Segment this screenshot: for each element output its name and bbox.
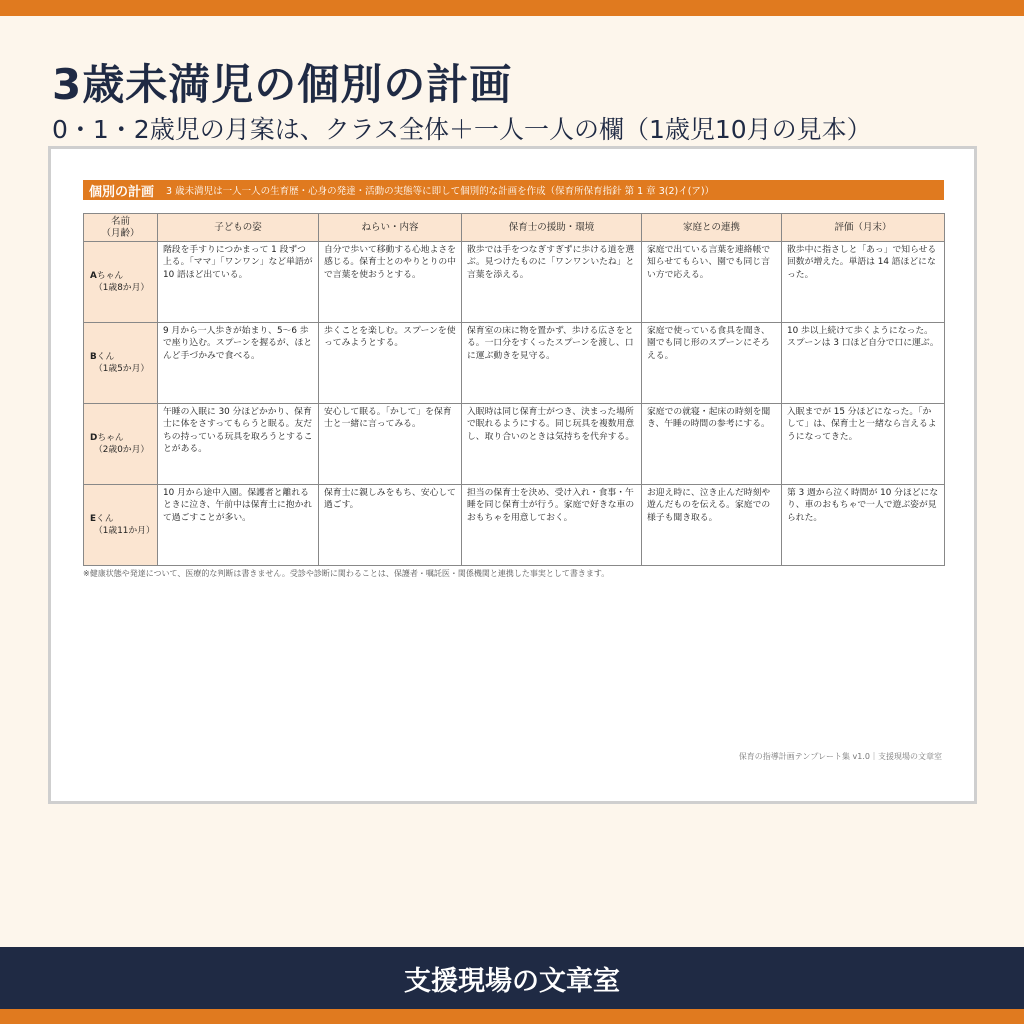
section-description: 3 歳未満児は一人一人の生育歴・心身の発達・活動の実態等に即して個別的な計画を作成（保育所保育指針 第 1 章 3(2)イ(ア)） xyxy=(166,186,715,197)
table-row xyxy=(84,242,945,323)
aims-cell: 歩くことを楽しむ。スプーンを使ってみようとする。 xyxy=(319,323,462,404)
child-honorific: くん xyxy=(96,513,114,524)
header-aims: ねらい・内容 xyxy=(319,214,462,242)
appearance-cell: 9 月から一人歩きが始まり、5〜6 歩で座り込む。スプーンを握るが、ほとんど手づかみで食べる。 xyxy=(158,323,319,404)
child-name-cell xyxy=(84,485,158,566)
evaluation-cell: 散歩中に指さしと「あっ」で知らせる回数が増えた。単語は 14 語ほどになった。 xyxy=(782,242,945,323)
table-header-row xyxy=(84,214,945,242)
family-cell: お迎え時に、泣き止んだ時刻や遊んだものを伝える。家庭での様子も聞き取る。 xyxy=(642,485,782,566)
aims-cell: 自分で歩いて移動する心地よさを感じる。保育士とのやりとりの中で言葉を使おうとする。 xyxy=(319,242,462,323)
header-evaluation: 評価（月末） xyxy=(782,214,945,242)
individual-plan-table xyxy=(83,213,945,566)
child-age: （1歳5か月） xyxy=(94,364,150,374)
support-cell: 保育室の床に物を置かず、歩ける広さをとる。一口分をすくったスプーンを渡し、口に運ぶ動きを見守る。 xyxy=(462,323,642,404)
header-age-label: （月齢） xyxy=(101,227,140,239)
aims-cell: 安心して眠る。「かして」を保育士と一緒に言ってみる。 xyxy=(319,404,462,485)
evaluation-cell: 入眠までが 15 分ほどになった。「かして」は、保育士と一緒なら言えるようになってきた。 xyxy=(782,404,945,485)
top-accent-bar xyxy=(0,0,1024,16)
child-name-cell xyxy=(84,404,158,485)
page-title: 3歳未満児の個別の計画 xyxy=(52,60,513,109)
support-cell: 散歩では手をつなぎすぎずに歩ける道を選ぶ。見つけたものに「ワンワンいたね」と言葉を添える。 xyxy=(462,242,642,323)
support-cell: 入眠時は同じ保育士がつき、決まった場所で眠れるようにする。同じ玩具を複数用意し、取り合いのときは気持ちを代弁する。 xyxy=(462,404,642,485)
document-footer: 保育の指導計画テンプレート集 v1.0｜支援現場の文章室 xyxy=(738,752,942,761)
child-initial: A xyxy=(90,270,97,281)
child-initial: B xyxy=(90,351,97,362)
section-title: 個別の計画 xyxy=(89,184,155,200)
brand-name: 支援現場の文章室 xyxy=(404,965,620,997)
header-name-label: 名前 xyxy=(110,215,130,227)
appearance-cell: 10 月から途中入園。保護者と離れるときに泣き、午前中は保育士に抱かれて過ごすことが多い。 xyxy=(158,485,319,566)
bottom-accent-bar xyxy=(0,1009,1024,1024)
evaluation-cell: 10 歩以上続けて歩くようになった。スプーンは 3 口ほど自分で口に運ぶ。 xyxy=(782,323,945,404)
support-cell: 担当の保育士を決め、受け入れ・食事・午睡を同じ保育士が行う。家庭で好きな車のおもちゃを用意しておく。 xyxy=(462,485,642,566)
child-honorific: くん xyxy=(96,351,115,362)
child-age: （2歳0か月） xyxy=(94,445,150,455)
evaluation-cell: 第 3 週から泣く時間が 10 分ほどになり、車のおもちゃで一人で遊ぶ姿が見られた。 xyxy=(782,485,945,566)
child-initial: E xyxy=(90,513,97,524)
document-preview xyxy=(48,146,977,804)
child-honorific: ちゃん xyxy=(97,432,124,443)
child-age: （1歳8か月） xyxy=(94,283,150,293)
table-row xyxy=(84,323,945,404)
table-row xyxy=(84,485,945,566)
child-name-cell xyxy=(84,242,158,323)
footnote: ※健康状態や発達について、医療的な判断は書きません。受診や診断に関わることは、保護者・嘱託医・関係機関と連携した事実として書きます。 xyxy=(83,569,610,578)
appearance-cell: 階段を手すりにつかまって 1 段ずつ上る。「ママ」「ワンワン」など単語が 10 語ほど出ている。 xyxy=(158,242,319,323)
header-name xyxy=(84,214,158,242)
brand-footer-bar xyxy=(0,947,1024,1009)
aims-cell: 保育士に親しみをもち、安心して過ごす。 xyxy=(319,485,462,566)
child-honorific: ちゃん xyxy=(96,270,124,281)
table-row xyxy=(84,404,945,485)
section-band xyxy=(83,180,944,200)
child-age: （1歳11か月） xyxy=(94,526,155,536)
header-appearance: 子どもの姿 xyxy=(158,214,319,242)
appearance-cell: 午睡の入眠に 30 分ほどかかり、保育士に体をさすってもらうと眠る。友だちの持っている玩具を取ろうとすることがある。 xyxy=(158,404,319,485)
page-subtitle: 0・1・2歳児の月案は、クラス全体＋一人一人の欄（1歳児10月の見本） xyxy=(52,115,872,144)
header-support: 保育士の援助・環境 xyxy=(462,214,642,242)
family-cell: 家庭での就寝・起床の時刻を聞き、午睡の時間の参考にする。 xyxy=(642,404,782,485)
family-cell: 家庭で出ている言葉を連絡帳で知らせてもらい、園でも同じ言い方で応える。 xyxy=(642,242,782,323)
child-name-cell xyxy=(84,323,158,404)
header-family: 家庭との連携 xyxy=(642,214,782,242)
child-initial: D xyxy=(90,432,98,443)
family-cell: 家庭で使っている食具を聞き、園でも同じ形のスプーンにそろえる。 xyxy=(642,323,782,404)
